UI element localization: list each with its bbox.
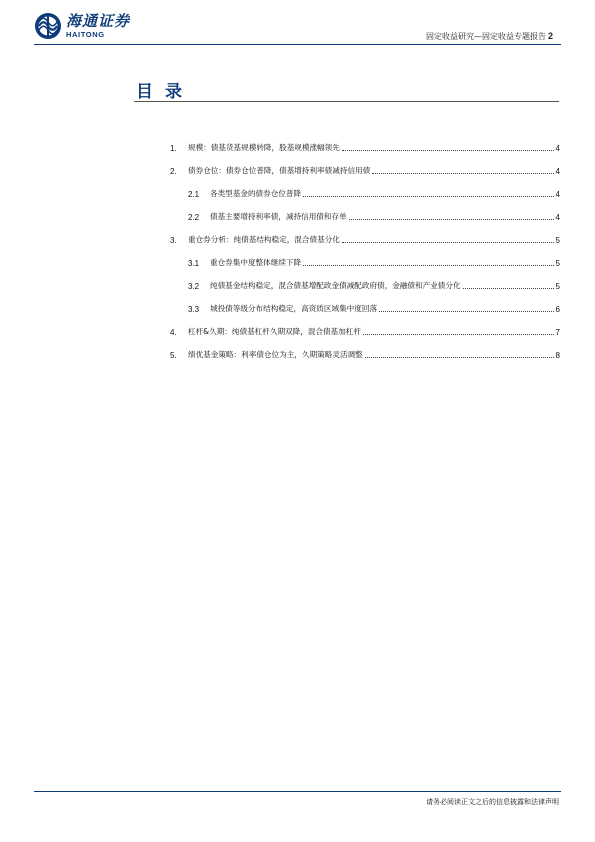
- toc-dot-leader: [303, 264, 553, 266]
- toc-dot-leader: [363, 333, 554, 335]
- toc-entry[interactable]: [170, 153, 560, 176]
- company-logo: [34, 12, 130, 40]
- toc-dot-leader: [342, 149, 554, 151]
- toc-entry-label: 城投债等级分布结构稳定，高资质区域集中度回落: [210, 304, 378, 313]
- report-type-label: 固定收益研究—固定收益专题报告: [425, 32, 546, 41]
- toc-entry-label: 重仓券集中度整体继续下降: [210, 258, 302, 267]
- toc-entry-number: 3.1: [188, 259, 200, 268]
- toc-subentry[interactable]: [170, 268, 560, 291]
- toc-subentry[interactable]: [170, 291, 560, 314]
- report-type-header: [426, 31, 553, 42]
- footer-divider: [34, 791, 561, 792]
- toc-entry-page: 5: [555, 236, 560, 245]
- toc-dot-leader: [349, 218, 554, 220]
- toc-entry-number: 2.: [170, 167, 177, 176]
- toc-dot-leader: [463, 287, 554, 289]
- toc-entry-label: 债基主要增持利率债，减持信用债和存单: [210, 212, 347, 221]
- toc-entry[interactable]: [170, 314, 560, 337]
- toc-dot-leader: [342, 241, 554, 243]
- toc-subentry[interactable]: [170, 245, 560, 268]
- toc-entry-label: 规模：债基货基规模转降，股基规模涨幅领先: [188, 143, 340, 152]
- table-of-contents: [170, 130, 560, 360]
- toc-entry[interactable]: [170, 337, 560, 360]
- toc-entry-number: 4.: [170, 328, 177, 337]
- toc-entry-page: 7: [555, 328, 560, 337]
- toc-entry-label: 纯债基金结构稳定，混合债基增配政金债减配政府债，金融债和产业债分化: [210, 281, 461, 290]
- toc-entry-number: 3.2: [188, 282, 200, 291]
- toc-dot-leader: [379, 310, 553, 312]
- toc-entry-number: 2.1: [188, 190, 200, 199]
- toc-entry-number: 1.: [170, 144, 177, 153]
- toc-entry-page: 5: [555, 282, 560, 291]
- toc-entry-number: 2.2: [188, 213, 200, 222]
- toc-dot-leader: [372, 172, 553, 174]
- toc-dot-leader: [365, 356, 554, 358]
- haitong-logo-icon: [34, 12, 62, 40]
- toc-entry-page: 6: [555, 305, 560, 314]
- toc-entry-page: 4: [555, 213, 560, 222]
- header-divider: [34, 44, 561, 45]
- toc-title: 目录: [136, 82, 194, 102]
- toc-entry-page: 5: [555, 259, 560, 268]
- toc-entry-label: 各类型基金的债券仓位普降: [210, 189, 302, 198]
- toc-entry-label: 债券仓位：债券仓位普降，债基增持利率债减持信用债: [188, 166, 371, 175]
- toc-subentry[interactable]: [170, 199, 560, 222]
- toc-entry[interactable]: [170, 130, 560, 153]
- toc-entry-number: 3.: [170, 236, 177, 245]
- toc-entry-page: 4: [555, 190, 560, 199]
- header-page-number: 2: [547, 31, 553, 41]
- toc-entry-page: 8: [555, 351, 560, 360]
- toc-dot-leader: [303, 195, 553, 197]
- toc-entry[interactable]: [170, 222, 560, 245]
- toc-entry-number: 3.3: [188, 305, 200, 314]
- toc-entry-page: 4: [555, 167, 560, 176]
- toc-entry-number: 5.: [170, 351, 177, 360]
- toc-entry-label: 重仓券分析：纯债基结构稳定，混合债基分化: [188, 235, 340, 244]
- toc-subentry[interactable]: [170, 176, 560, 199]
- toc-entry-label: 绩优基金策略：利率债仓位为主，久期策略灵活调整: [188, 350, 363, 359]
- toc-entry-label: 杠杆&久期：纯债基杠杆久期双降，混合债基加杠杆: [188, 327, 361, 336]
- toc-title-divider: [134, 101, 559, 102]
- logo-english-name: HAITONG: [66, 29, 105, 39]
- footer-disclaimer: 请务必阅读正文之后的信息披露和法律声明: [426, 798, 559, 806]
- toc-entry-page: 4: [555, 144, 560, 153]
- logo-chinese-name: 海通证券: [66, 11, 131, 30]
